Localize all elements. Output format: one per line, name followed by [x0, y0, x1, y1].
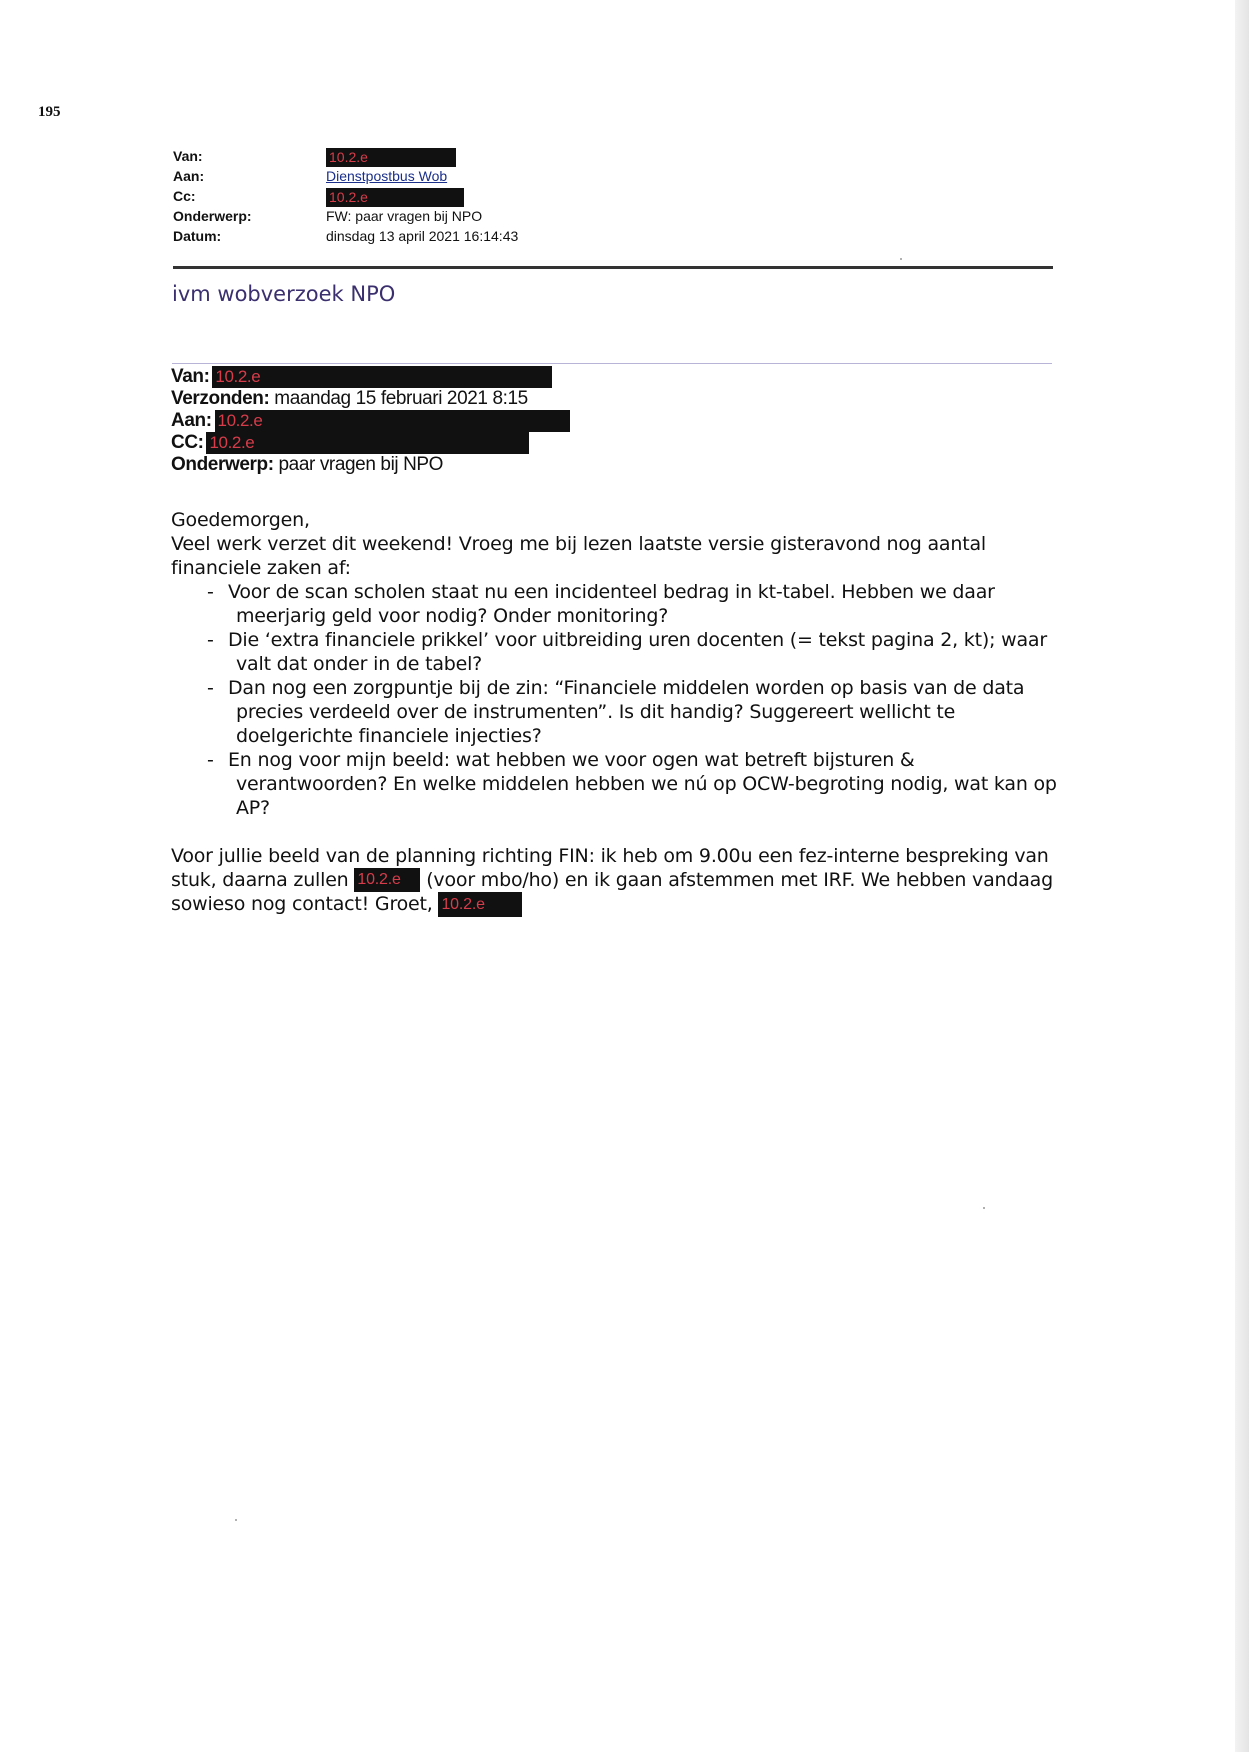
- header-subject-row: [173, 208, 1053, 228]
- list-item: - En nog voor mijn beeld: wat hebben we voor ogen wat betreft bijsturen & verantwoorden? En welke middelen hebben we nú op OCW-begroting nodig, wat kan op AP?: [171, 748, 1061, 820]
- redaction-box: 10.2.e: [212, 366, 552, 388]
- header-date-value: dinsdag 13 april 2021 16:14:43: [326, 228, 519, 244]
- closing-text-part1: Voor jullie beeld van de planning richting FIN: ik heb om 9.00u een fez-interne bespreking van stuk, daarna zullen: [171, 845, 1049, 891]
- header-cc-row: [173, 188, 1053, 208]
- redaction-box: 10.2.e: [215, 410, 570, 432]
- fwd-cc-label: CC:: [171, 432, 204, 453]
- forwarded-header: [171, 366, 771, 476]
- header-subject-label: Onderwerp:: [173, 208, 252, 224]
- paragraph-gap: [171, 820, 1061, 844]
- header-from-value-wrap: [326, 148, 456, 167]
- list-item: - Dan nog een zorgpuntje bij de zin: “Financiele middelen worden op basis van de data precies verdeeld over de instrumenten”. Is dit handig? Suggereert wellicht te doelgerichte financiele injecties?: [171, 676, 1061, 748]
- header-to-link[interactable]: Dienstpostbus Wob: [326, 168, 448, 184]
- list-item: - Voor de scan scholen staat nu een incidenteel bedrag in kt-tabel. Hebben we daar meerjarig geld voor nodig? Onder monitoring?: [171, 580, 1061, 628]
- fwd-cc-row: [171, 432, 771, 454]
- page-number: 195: [38, 104, 61, 120]
- header-to-label: Aan:: [173, 168, 205, 184]
- fwd-sent-value: maandag 15 februari 2021 8:15: [274, 388, 528, 409]
- forward-note: ivm wobverzoek NPO: [172, 282, 396, 306]
- fwd-sent-row: [171, 388, 771, 410]
- question-list: [171, 580, 1061, 820]
- redaction-box: 10.2.e: [326, 148, 456, 167]
- forward-divider: [172, 363, 1052, 364]
- fwd-from-label: Van:: [171, 366, 210, 387]
- fwd-to-row: [171, 410, 771, 432]
- header-from-row: [173, 148, 1053, 168]
- header-cc-label: Cc:: [173, 188, 196, 204]
- header-from-label: Van:: [173, 148, 203, 164]
- redaction-box: 10.2.e: [354, 868, 420, 892]
- scan-speck: [235, 1519, 237, 1521]
- header-date-row: [173, 228, 1053, 248]
- scan-speck: [900, 258, 902, 260]
- redaction-box: 10.2.e: [206, 432, 529, 454]
- redaction-box: 10.2.e: [438, 892, 522, 917]
- header-date-label: Datum:: [173, 228, 222, 244]
- header-subject-value: FW: paar vragen bij NPO: [326, 208, 483, 224]
- intro-paragraph: Veel werk verzet dit weekend! Vroeg me bij lezen laatste versie gisteravond nog aantal financiele zaken af:: [171, 533, 986, 579]
- fwd-to-label: Aan:: [171, 410, 212, 431]
- scan-speck: [983, 1207, 985, 1209]
- fwd-from-row: [171, 366, 771, 388]
- closing-text-part2: (voor mbo/ho) en ik gaan afstemmen met IRF. We hebben vandaag sowieso nog contact! Groet,: [171, 869, 1053, 915]
- fwd-subject-row: [171, 454, 771, 476]
- list-item: - Die ‘extra financiele prikkel’ voor uitbreiding uren docenten (= tekst pagina 2, kt); waar valt dat onder in de tabel?: [171, 628, 1061, 676]
- header-cc-value-wrap: [326, 188, 464, 207]
- header-to-row: [173, 168, 1053, 188]
- greeting: Goedemorgen,: [171, 509, 310, 531]
- fwd-subject-value: paar vragen bij NPO: [278, 454, 444, 475]
- email-header: [173, 148, 1053, 248]
- header-divider: [173, 266, 1053, 269]
- fwd-sent-label: Verzonden:: [171, 388, 270, 409]
- fwd-subject-label: Onderwerp:: [171, 454, 274, 475]
- redaction-box: 10.2.e: [326, 188, 464, 207]
- closing-paragraph: [171, 844, 1061, 917]
- email-body: [171, 508, 1061, 917]
- page-edge: [1235, 0, 1249, 1752]
